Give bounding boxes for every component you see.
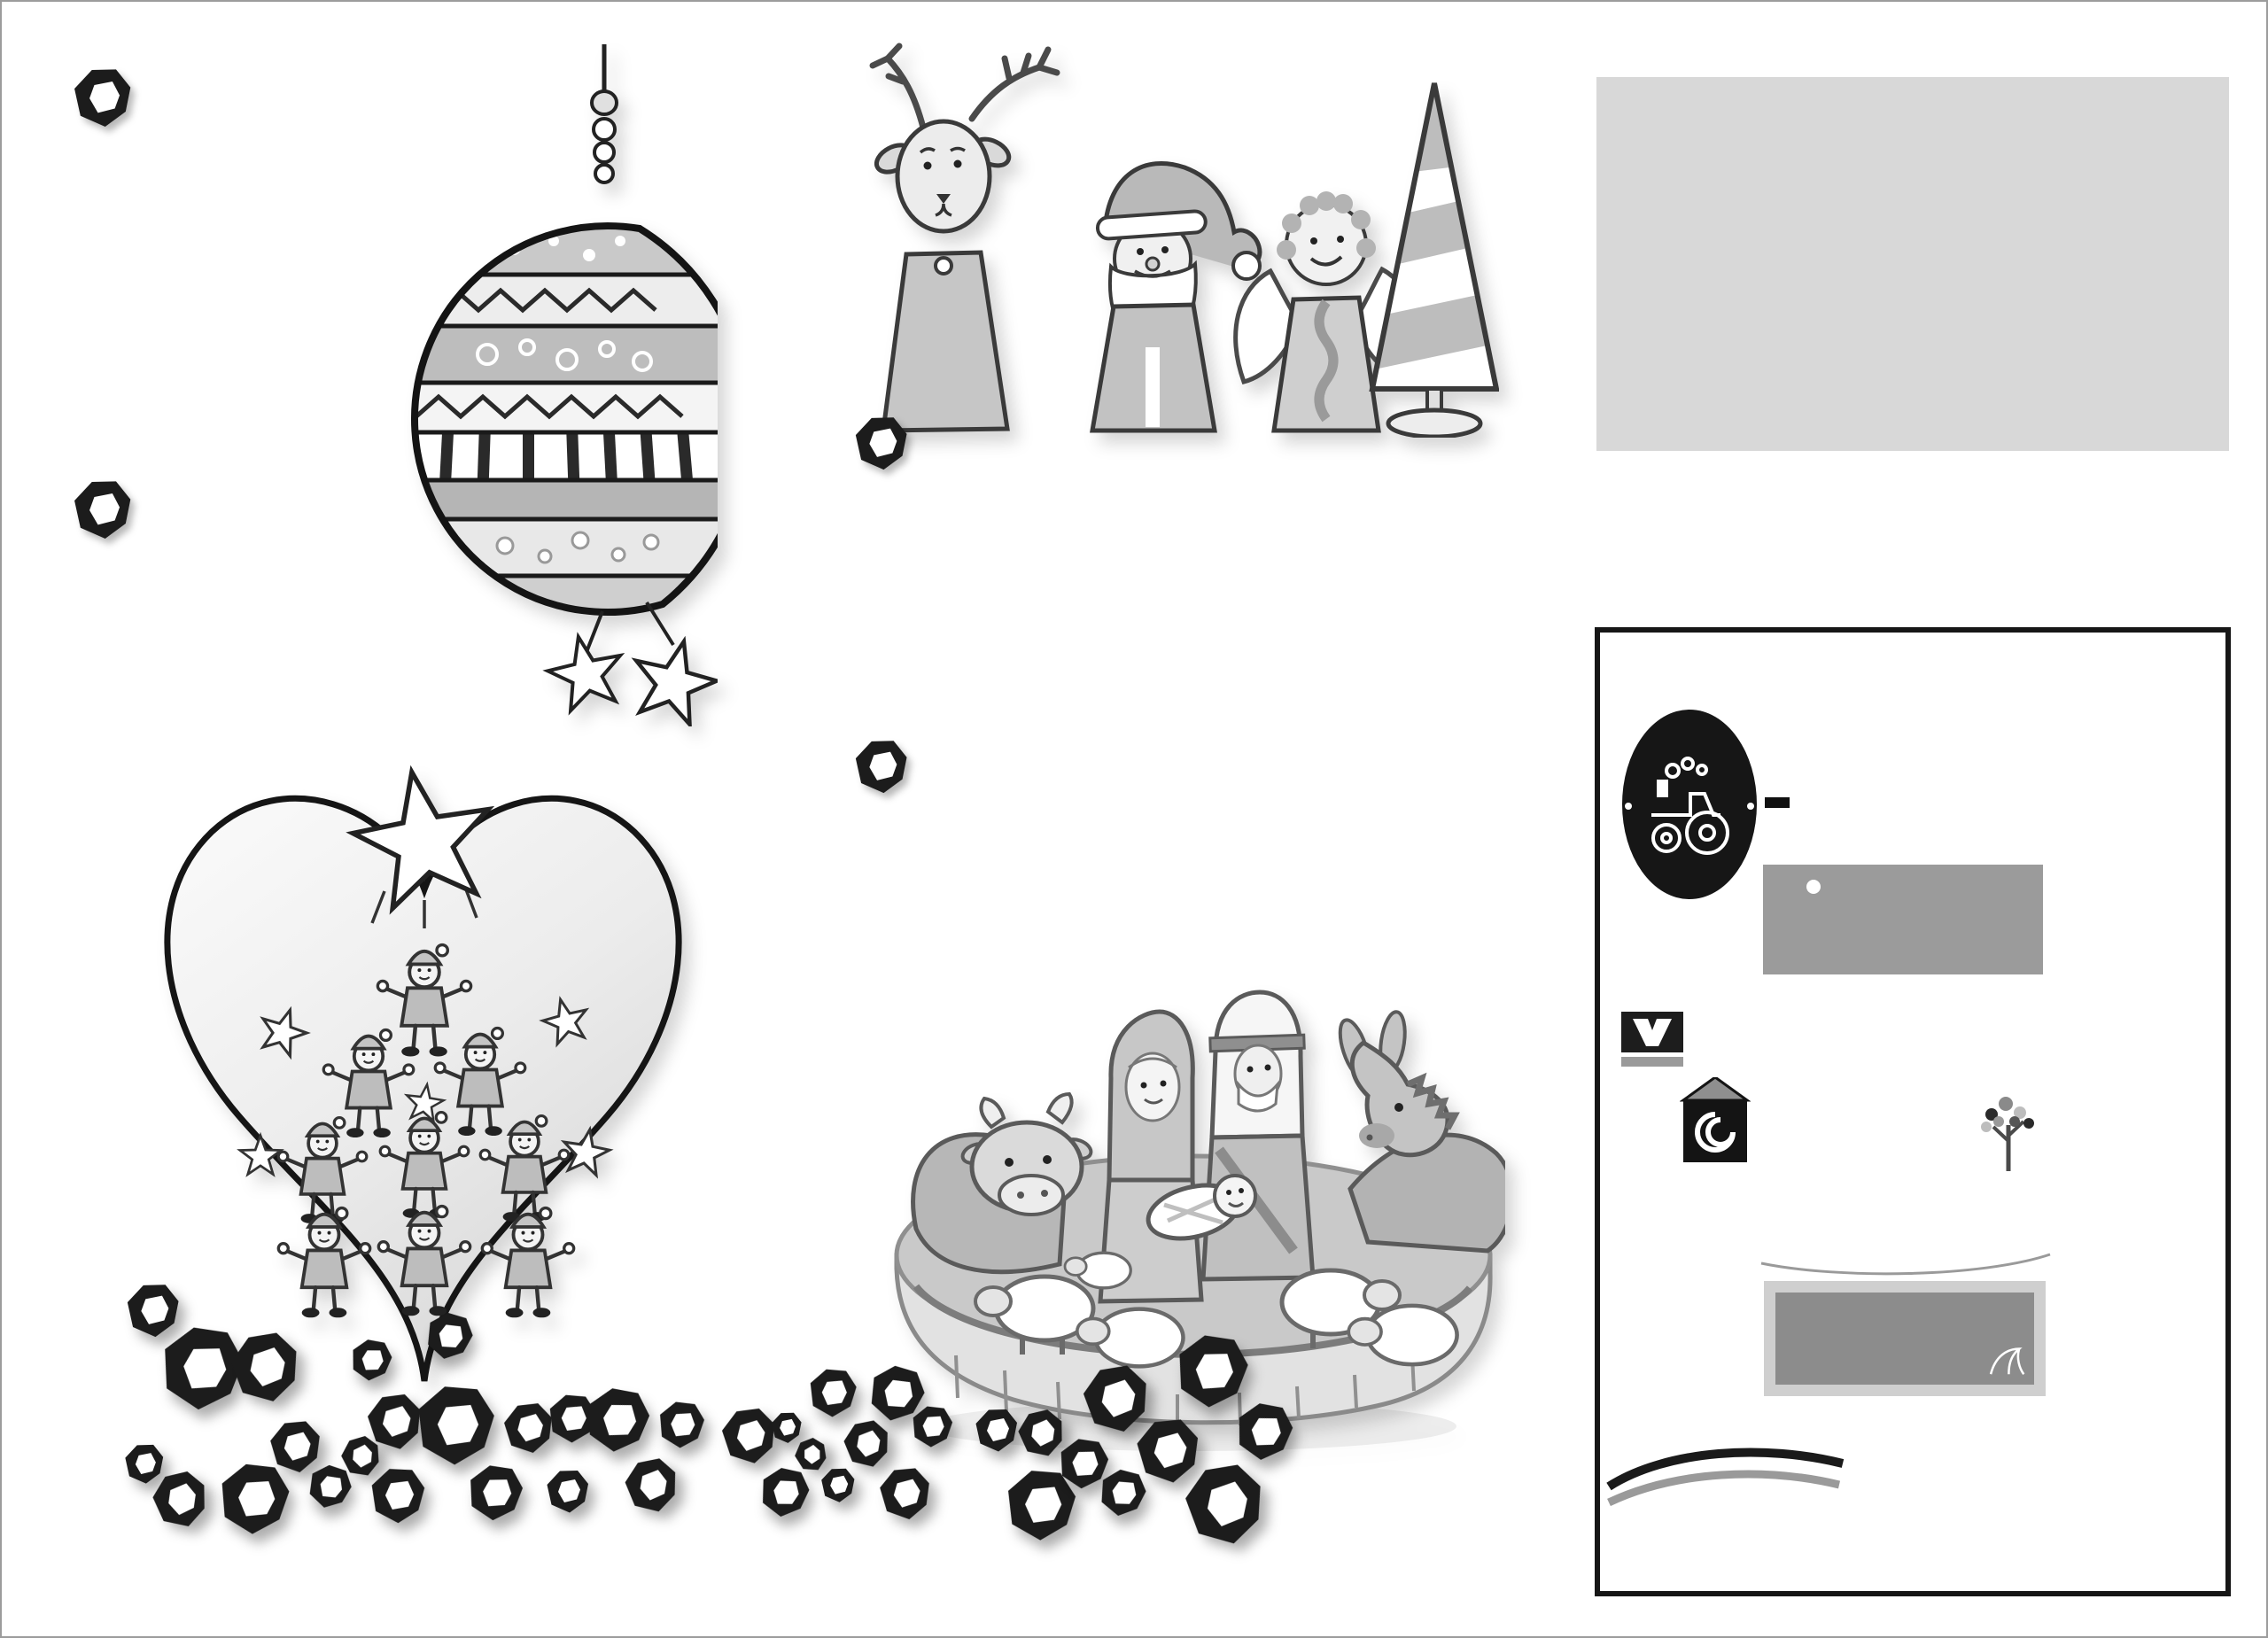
stone-icon [655,1399,709,1453]
event-glitzermond [73,68,569,128]
glitter-moon-illustration [381,44,718,726]
stone-icon [1230,1398,1299,1467]
stone-icon [368,1466,428,1526]
stone-icon [579,1382,656,1460]
santa-figure [1092,163,1260,431]
aktionsgemeinschaft-banner [1765,797,1790,808]
event-weihnachtsteller [73,480,604,540]
important-notice-panel [1596,77,2229,451]
provinzial-logo [1764,1281,2046,1396]
stone-icon [346,1336,397,1386]
stone-icon [147,1467,214,1534]
sparkasse-s-icon [1786,879,1823,934]
stone-icon [820,1468,856,1503]
stone-bullet-icon [73,68,133,128]
treckerfreunde-logo [1619,707,1759,904]
stone-icon [546,1470,590,1514]
volksbank-logo-icon [1621,1012,1683,1068]
stone-bullet-icon [854,740,909,795]
stone-icon [462,1461,528,1526]
peg-dolls-illustration [839,39,1499,438]
event-krippenfiguren [854,740,1439,795]
alte-apotheke-swoosh [1605,1428,1848,1506]
stone-icon [805,1366,860,1421]
joseph-figure [1203,992,1313,1279]
heart-with-elves-illustration [119,757,730,1425]
stone-icon [908,1403,956,1451]
stone-icon [410,1381,500,1471]
sponsors-panel [1595,627,2231,1596]
stone-icon [840,1417,896,1473]
stone-bullet-icon [854,416,909,471]
wigger-tree-icon [1979,1091,2038,1173]
farbhaus-house-icon [1680,1077,1751,1166]
stone-icon [1179,1460,1271,1552]
provinzial-wings-icon [1986,1344,2025,1378]
event-peg-dolls [854,416,1439,471]
deer-figure [872,46,1057,431]
stone-icon [877,1466,934,1523]
donkey-figure [1334,1011,1505,1251]
sparkasse-logo [1763,865,2043,974]
wigger-swoosh [1759,1253,2052,1276]
stone-icon [620,1455,684,1518]
stone-bullet-icon [73,480,133,540]
stone-icon [771,1412,803,1444]
stone-icon [975,1409,1019,1453]
stone-icon [226,1329,306,1409]
